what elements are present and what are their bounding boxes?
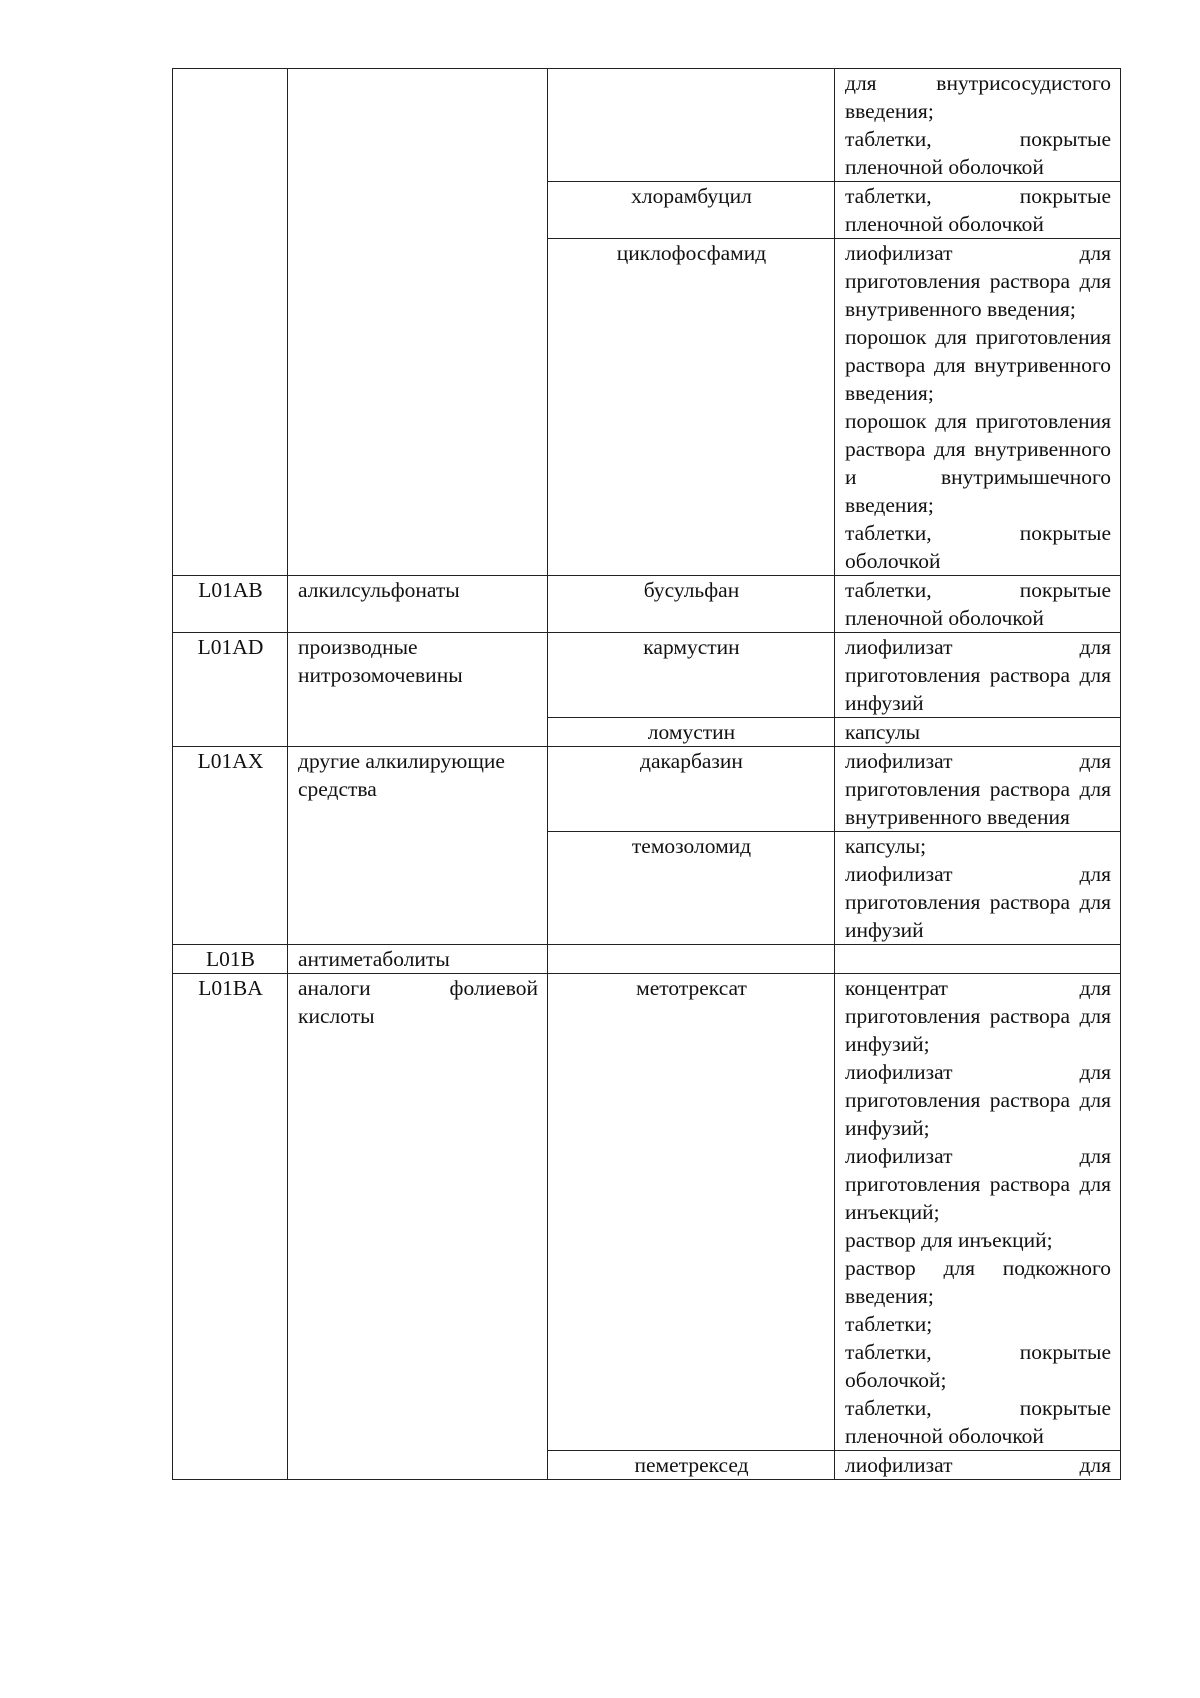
dosage-form: раствор для подкожного введения; [845, 1256, 1111, 1308]
dosage-form: таблетки, покрытые пленочной оболочкой [845, 578, 1111, 630]
atc-code-cell: L01AX [173, 747, 288, 945]
dosage-form-cell [835, 832, 1121, 945]
dosage-form: лиофилизат для приготовления раствора для внутривенного введения; [845, 241, 1111, 321]
dosage-form: таблетки, покрытые пленочной оболочкой [845, 1396, 1111, 1448]
group-name-cell: другие алкилирующие средства [288, 747, 548, 945]
table-row [173, 974, 1121, 1451]
dosage-form: лиофилизат для приготовления раствора для инъекций; [845, 1144, 1111, 1224]
dosage-form-cell [835, 945, 1121, 974]
dosage-form: капсулы; [845, 834, 927, 858]
table-row [173, 747, 1121, 832]
drug-name-cell [548, 945, 835, 974]
dosage-form: таблетки, покрытые пленочной оболочкой [845, 184, 1111, 236]
dosage-form: лиофилизат для приготовления раствора для внутривенного введения [845, 749, 1111, 829]
dosage-form-cell [835, 718, 1121, 747]
dosage-form-cell [835, 1451, 1121, 1480]
drug-name-cell: ломустин [548, 718, 835, 747]
drug-name-cell: дакарбазин [548, 747, 835, 832]
dosage-form-cell [835, 747, 1121, 832]
atc-code-cell: L01BA [173, 974, 288, 1480]
dosage-form: для внутрисосудистого введения; [845, 71, 1111, 123]
drug-name-cell: бусульфан [548, 576, 835, 633]
dosage-form: таблетки; [845, 1312, 933, 1336]
atc-code-cell: L01AB [173, 576, 288, 633]
group-name-cell: алкилсульфонаты [288, 576, 548, 633]
dosage-form-cell [835, 974, 1121, 1451]
dosage-form-cell [835, 633, 1121, 718]
dosage-form: таблетки, покрытые оболочкой [845, 521, 1111, 573]
dosage-form: лиофилизат для [845, 1453, 1111, 1477]
group-name-cell: аналоги фолиевой кислоты [288, 974, 548, 1480]
group-name-cell: антиметаболиты [288, 945, 548, 974]
dosage-form: лиофилизат для приготовления раствора для инфузий [845, 635, 1111, 715]
atc-code-cell [173, 69, 288, 576]
dosage-form: лиофилизат для приготовления раствора для инфузий; [845, 1060, 1111, 1140]
dosage-form: капсулы [845, 720, 921, 744]
atc-code-cell: L01B [173, 945, 288, 974]
dosage-form-cell [835, 239, 1121, 576]
drug-name-cell: темозоломид [548, 832, 835, 945]
dosage-form: таблетки, покрытые оболочкой; [845, 1340, 1111, 1392]
dosage-form: лиофилизат для приготовления раствора для инфузий [845, 862, 1111, 942]
table-row [173, 633, 1121, 718]
drug-name-cell: метотрексат [548, 974, 835, 1451]
drug-name-cell: хлорамбуцил [548, 182, 835, 239]
drug-name-cell: кармустин [548, 633, 835, 718]
drug-name-cell: пеметрексед [548, 1451, 835, 1480]
dosage-form: раствор для инъекций; [845, 1228, 1053, 1252]
dosage-form-cell [835, 182, 1121, 239]
table-row [173, 576, 1121, 633]
table-row [173, 945, 1121, 974]
dosage-form: порошок для приготовления раствора для внутривенного и внутримышечного введения; [845, 409, 1111, 517]
drug-list-table [172, 68, 1121, 1480]
drug-name-cell [548, 69, 835, 182]
group-name-cell: производные нитрозомочевины [288, 633, 548, 747]
dosage-form-cell [835, 69, 1121, 182]
dosage-form: порошок для приготовления раствора для внутривенного введения; [845, 325, 1111, 405]
dosage-form: концентрат для приготовления раствора для инфузий; [845, 976, 1111, 1056]
atc-code-cell: L01AD [173, 633, 288, 747]
dosage-form: таблетки, покрытые пленочной оболочкой [845, 127, 1111, 179]
dosage-form-cell [835, 576, 1121, 633]
table-row [173, 69, 1121, 182]
group-name-cell [288, 69, 548, 576]
drug-name-cell: циклофосфамид [548, 239, 835, 576]
